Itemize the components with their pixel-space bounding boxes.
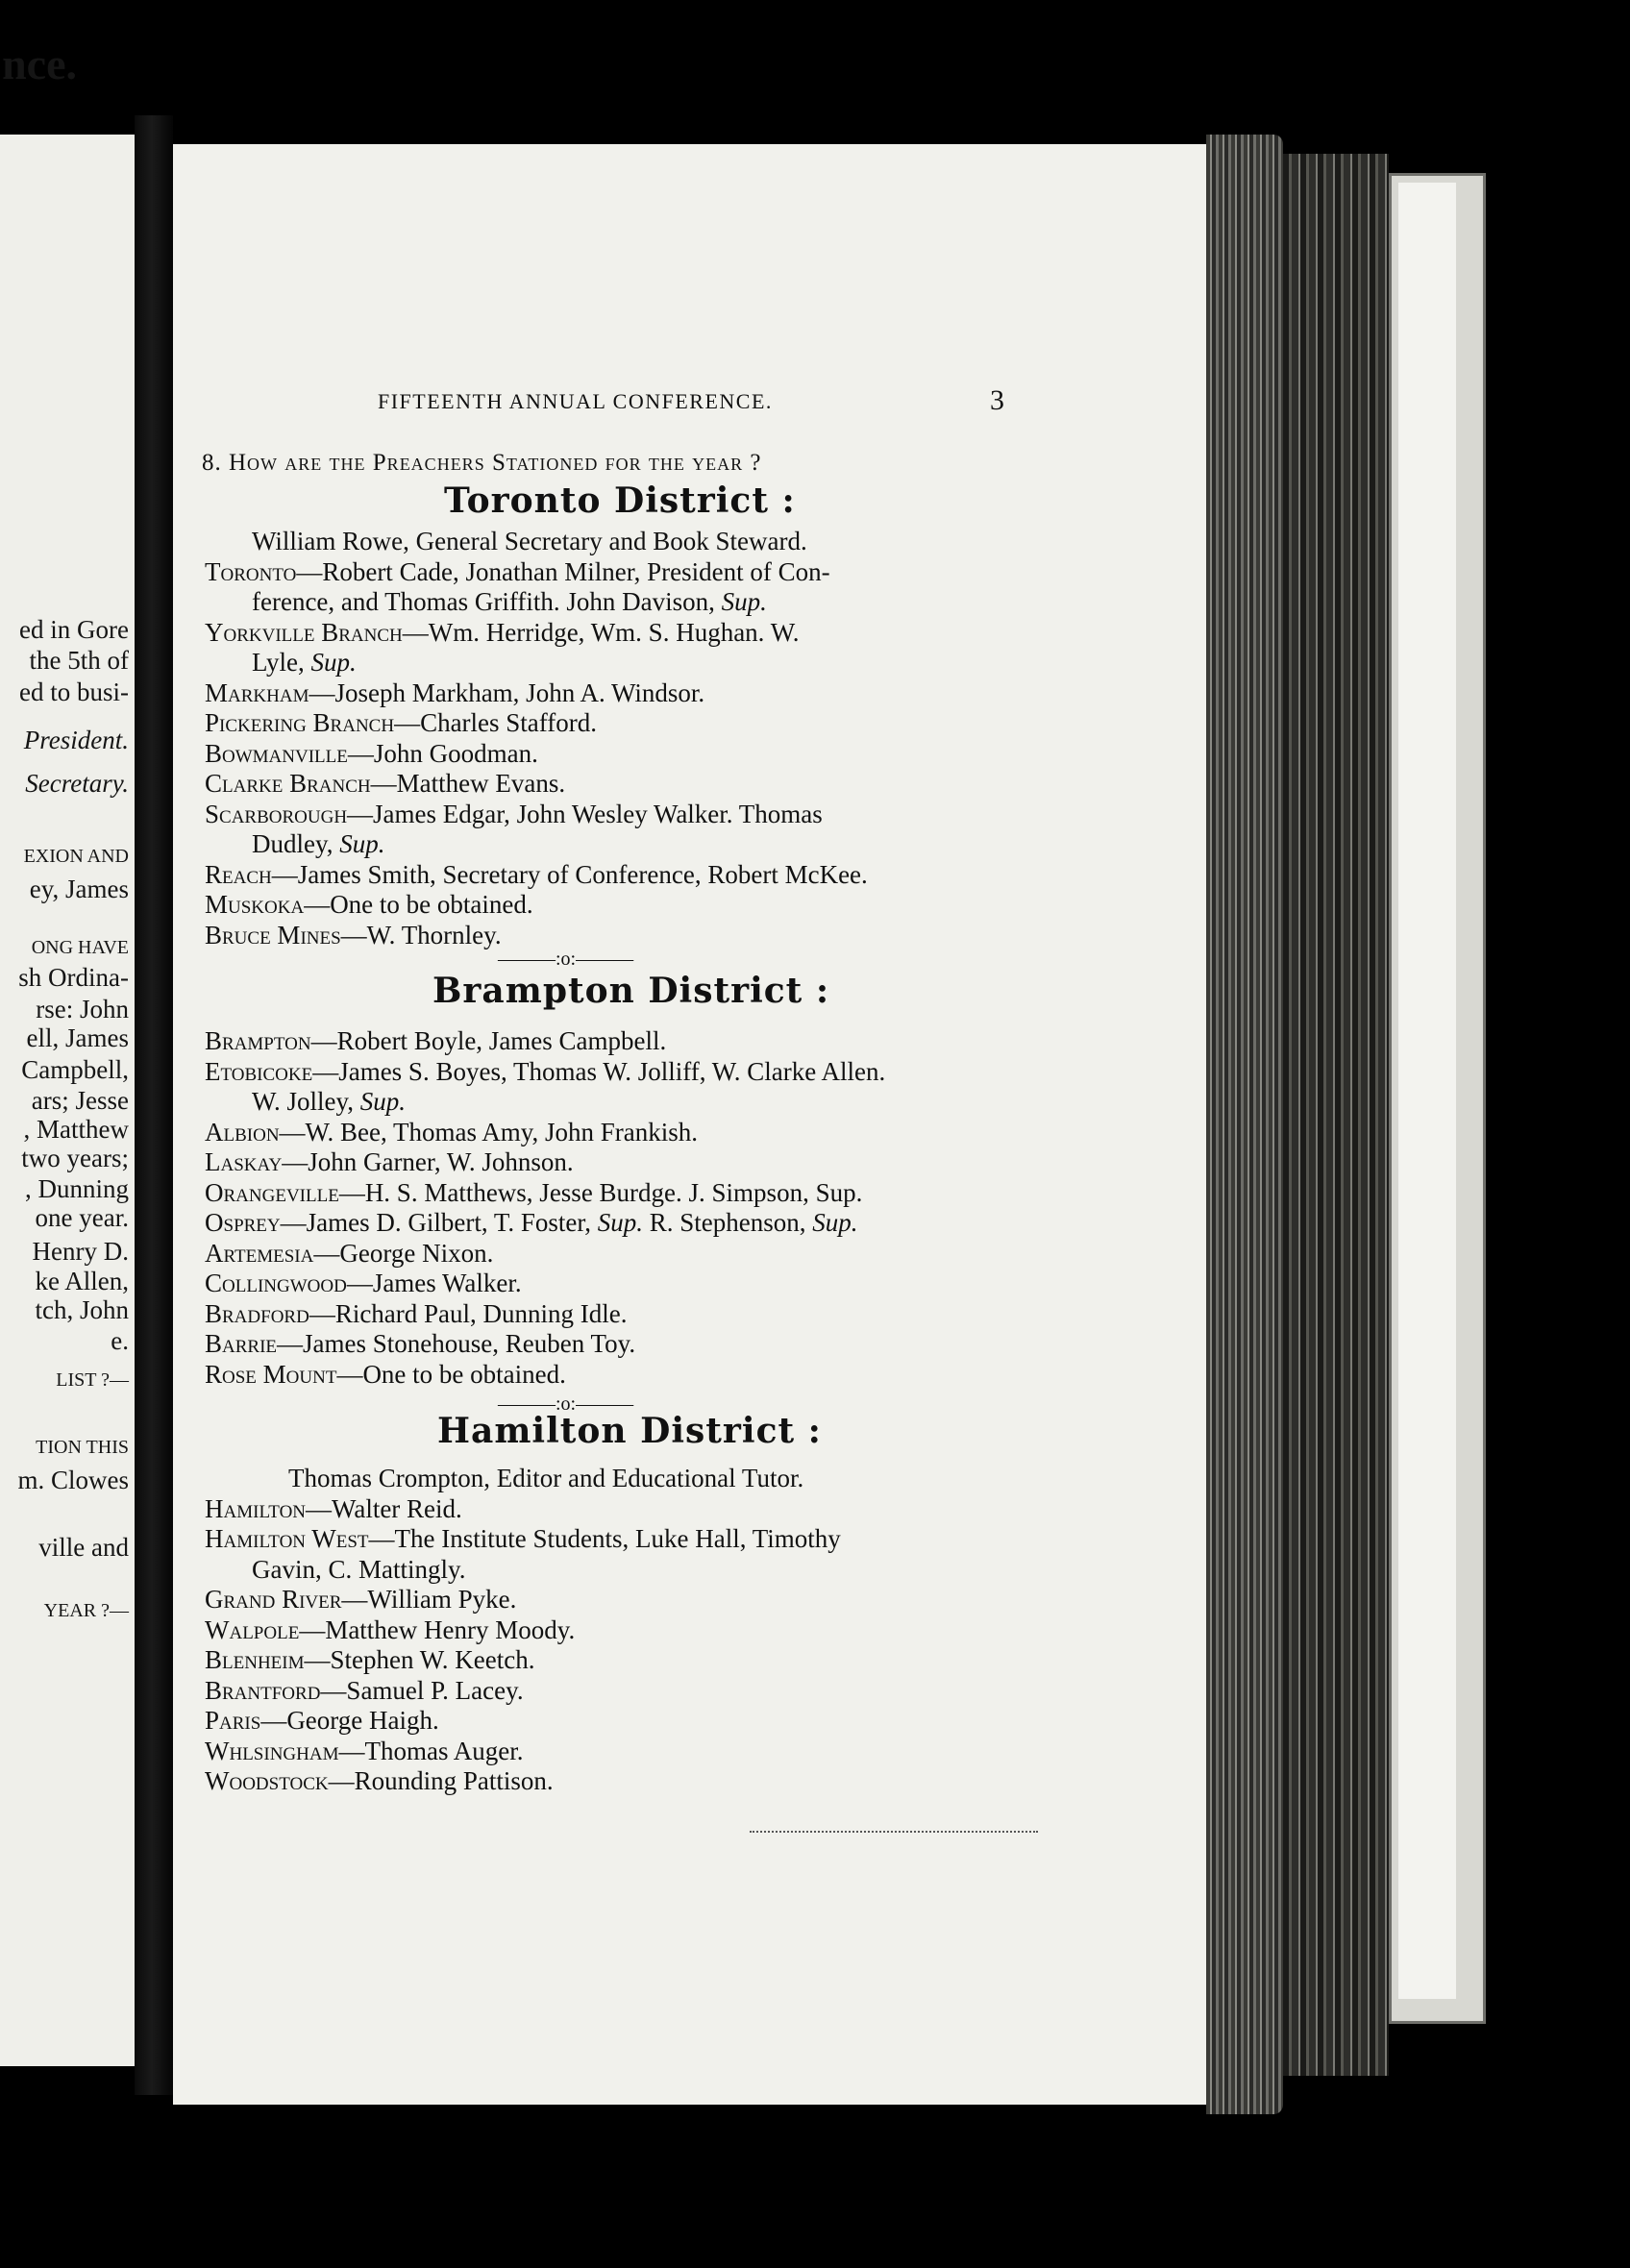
facing-page-text: ey, James bbox=[29, 875, 129, 903]
page-edges-outer bbox=[1283, 154, 1389, 2076]
station-name: Woodstock bbox=[205, 1766, 329, 1795]
station-name: Whlsingham bbox=[205, 1736, 339, 1765]
station-preachers: —Wm. Herridge, Wm. S. Hughan. W. bbox=[402, 617, 800, 647]
station-line bbox=[252, 650, 357, 676]
station-preachers: —John Garner, W. Johnson. bbox=[282, 1147, 574, 1176]
station-preachers: —One to be obtained. bbox=[336, 1359, 566, 1389]
station-preachers: Lyle, bbox=[252, 648, 311, 677]
superannuated-mark: Sup. bbox=[812, 1208, 858, 1237]
facing-page-text: EXION AND bbox=[23, 846, 129, 867]
station-line bbox=[205, 1331, 635, 1357]
station-line bbox=[205, 920, 502, 949]
station-name: Walpole bbox=[205, 1615, 300, 1644]
station-line bbox=[205, 1647, 534, 1673]
station-preachers: ference, and Thomas Griffith. John Davison, bbox=[252, 587, 722, 616]
station-name: Collingwood bbox=[205, 1269, 347, 1297]
station-name: Clarke Branch bbox=[205, 769, 371, 798]
facing-page-text: Campbell, bbox=[21, 1055, 129, 1084]
station-name: Hamilton bbox=[205, 1493, 307, 1523]
station-line bbox=[205, 771, 565, 797]
facing-page-text: ed in Gore bbox=[19, 615, 129, 644]
facing-page-text: TION THIS bbox=[36, 1437, 129, 1458]
station-name: Bowmanville bbox=[205, 738, 348, 768]
facing-page-text: one year. bbox=[35, 1203, 129, 1232]
station-line bbox=[252, 589, 767, 615]
station-preachers: —James Edgar, John Wesley Walker. Thomas bbox=[347, 799, 823, 828]
station-line bbox=[205, 801, 823, 827]
station-line bbox=[205, 1768, 554, 1794]
station-name: Hamilton West bbox=[205, 1524, 369, 1553]
facing-page bbox=[0, 39, 135, 2066]
station-preachers: —Richard Paul, Dunning Idle. bbox=[309, 1298, 628, 1328]
station-preachers: W. Jolley, bbox=[252, 1087, 360, 1116]
station-line bbox=[205, 1708, 439, 1734]
facing-page-text: m. Clowes bbox=[17, 1466, 129, 1494]
facing-page-text: Henry D. bbox=[32, 1237, 129, 1266]
station-name: Markham bbox=[205, 678, 309, 707]
station-name: Etobicoke bbox=[205, 1056, 313, 1086]
station-line bbox=[205, 1617, 575, 1643]
facing-page-text: nce. bbox=[2, 39, 77, 88]
station-preachers: —James Stonehouse, Reuben Toy. bbox=[277, 1329, 636, 1358]
facing-page-text: the 5th of bbox=[29, 646, 129, 675]
station-name: Bruce Mines bbox=[205, 920, 341, 949]
station-preachers: —Robert Cade, Jonathan Milner, President of Con- bbox=[296, 556, 830, 586]
station-preachers: —Matthew Evans. bbox=[370, 769, 566, 798]
station-name: Grand River bbox=[205, 1585, 342, 1614]
station-preachers: —One to be obtained. bbox=[304, 890, 533, 919]
station-preachers: —John Goodman. bbox=[347, 738, 538, 768]
section-divider: ———:o:——— bbox=[498, 1393, 634, 1415]
section-divider: ———:o:——— bbox=[498, 949, 634, 970]
station-preachers: —The Institute Students, Luke Hall, Timothy bbox=[368, 1524, 841, 1553]
station-line bbox=[205, 710, 597, 736]
station-preachers: —Walter Reid. bbox=[306, 1493, 462, 1523]
district-title: Toronto District : bbox=[444, 481, 796, 521]
station-preachers: —Samuel P. Lacey. bbox=[320, 1675, 524, 1705]
station-preachers: —James D. Gilbert, T. Foster, bbox=[280, 1208, 598, 1237]
station-line bbox=[205, 1298, 628, 1328]
station-preachers: —George Haigh. bbox=[260, 1706, 439, 1735]
superannuated-mark: Sup. bbox=[597, 1208, 644, 1237]
station-name: Reach bbox=[205, 859, 272, 889]
station-name: Osprey bbox=[205, 1208, 281, 1237]
station-line bbox=[205, 617, 800, 647]
station-line bbox=[205, 556, 830, 586]
station-line bbox=[205, 1177, 863, 1207]
station-name: Brantford bbox=[205, 1675, 321, 1705]
station-preachers: William Rowe, General Secretary and Book Steward. bbox=[252, 527, 807, 555]
facing-page-text: ars; Jesse bbox=[31, 1086, 129, 1115]
station-line bbox=[205, 1675, 524, 1705]
book-cover-inner bbox=[1398, 183, 1456, 1999]
station-line bbox=[252, 1089, 406, 1115]
superannuated-mark: Sup. bbox=[339, 829, 385, 858]
station-line bbox=[205, 1117, 699, 1146]
station-name: Laskay bbox=[205, 1147, 283, 1176]
station-name: Pickering Branch bbox=[205, 708, 395, 737]
station-name: Yorkville Branch bbox=[205, 617, 403, 647]
station-name: Paris bbox=[205, 1706, 261, 1735]
station-preachers: —Joseph Markham, John A. Windsor. bbox=[309, 678, 705, 707]
facing-page-text: tch, John bbox=[35, 1295, 129, 1324]
facing-page-text: ke Allen, bbox=[35, 1267, 129, 1295]
station-line bbox=[288, 1466, 803, 1491]
facing-page-text: President. bbox=[23, 726, 129, 754]
station-line bbox=[205, 859, 868, 889]
facing-page-text: ONG HAVE bbox=[31, 937, 129, 958]
station-name: Artemesia bbox=[205, 1238, 314, 1268]
station-preachers: Thomas Crompton, Editor and Educational Tutor. bbox=[288, 1464, 804, 1492]
station-name: Brampton bbox=[205, 1026, 311, 1055]
station-line bbox=[252, 831, 384, 857]
station-preachers: —James Smith, Secretary of Conference, Robert McKee. bbox=[271, 859, 868, 889]
facing-page-text: sh Ordina- bbox=[18, 963, 129, 992]
station-line bbox=[252, 1554, 466, 1584]
station-preachers: —Charles Stafford. bbox=[394, 708, 598, 737]
station-preachers: —W. Thornley. bbox=[340, 920, 502, 949]
district-title: Hamilton District : bbox=[437, 1411, 822, 1451]
station-name: Bradford bbox=[205, 1298, 309, 1328]
station-preachers: Dudley, bbox=[252, 829, 340, 858]
station-preachers: —James Walker. bbox=[346, 1269, 522, 1297]
station-preachers: —H. S. Matthews, Jesse Burdge. J. Simpson, Sup. bbox=[338, 1177, 863, 1207]
station-preachers: —Matthew Henry Moody. bbox=[299, 1615, 576, 1644]
station-name: Muskoka bbox=[205, 890, 305, 919]
facing-page-text: LIST ?— bbox=[56, 1369, 129, 1391]
page-edges bbox=[1206, 135, 1283, 2114]
superannuated-mark: Sup. bbox=[721, 587, 767, 616]
page-number: 3 bbox=[990, 384, 1004, 416]
station-preachers: —William Pyke. bbox=[341, 1585, 517, 1614]
station-line bbox=[205, 680, 704, 706]
station-line bbox=[205, 1056, 886, 1086]
station-line bbox=[205, 1493, 462, 1523]
superannuated-mark: Sup. bbox=[310, 648, 357, 677]
station-line bbox=[205, 892, 533, 918]
station-name: Orangeville bbox=[205, 1177, 339, 1207]
station-preachers: —Robert Boyle, James Campbell. bbox=[310, 1026, 667, 1055]
station-line bbox=[205, 1270, 522, 1296]
facing-page-text: ville and bbox=[38, 1533, 129, 1562]
book-gutter bbox=[135, 115, 173, 2095]
station-line bbox=[205, 1587, 516, 1613]
station-preachers: —W. Bee, Thomas Amy, John Frankish. bbox=[279, 1117, 699, 1146]
station-name: Blenheim bbox=[205, 1645, 305, 1674]
facing-page-text: e. bbox=[111, 1326, 129, 1355]
station-line bbox=[252, 529, 807, 555]
station-name: Barrie bbox=[205, 1329, 278, 1358]
station-line bbox=[205, 738, 538, 768]
station-preachers: Gavin, C. Mattingly. bbox=[252, 1554, 466, 1584]
station-preachers: R. Stephenson, bbox=[643, 1208, 813, 1237]
station-name: Rose Mount bbox=[205, 1359, 337, 1389]
running-head: FIFTEENTH ANNUAL CONFERENCE. bbox=[378, 389, 773, 413]
print-smudge bbox=[750, 1831, 1038, 1838]
facing-page-text: Secretary. bbox=[25, 769, 129, 798]
facing-page-text: rse: John bbox=[36, 995, 129, 1023]
question-heading: 8. How are the Preachers Stationed for the year ? bbox=[202, 450, 762, 476]
station-line bbox=[205, 1738, 523, 1764]
facing-page-text: ell, James bbox=[26, 1023, 129, 1052]
station-name: Scarborough bbox=[205, 799, 348, 828]
station-line bbox=[205, 1359, 566, 1389]
station-name: Albion bbox=[205, 1117, 280, 1146]
station-line bbox=[205, 1238, 494, 1268]
station-name: Toronto bbox=[205, 556, 297, 586]
station-line bbox=[205, 1028, 666, 1054]
station-line bbox=[205, 1149, 574, 1175]
facing-page-text: , Dunning bbox=[25, 1174, 129, 1203]
facing-page-text: , Matthew bbox=[23, 1115, 129, 1144]
station-preachers: —Rounding Pattison. bbox=[328, 1766, 554, 1795]
superannuated-mark: Sup. bbox=[359, 1087, 406, 1116]
station-line bbox=[205, 1526, 841, 1552]
station-preachers: —Thomas Auger. bbox=[338, 1736, 524, 1765]
station-preachers: —George Nixon. bbox=[313, 1238, 494, 1268]
facing-page-text: YEAR ?— bbox=[43, 1600, 129, 1621]
station-line bbox=[205, 1210, 858, 1236]
station-preachers: —James S. Boyes, Thomas W. Jolliff, W. Clarke Allen. bbox=[312, 1056, 886, 1086]
station-preachers: —Stephen W. Keetch. bbox=[304, 1645, 535, 1674]
facing-page-text: two years; bbox=[21, 1144, 129, 1172]
district-title: Brampton District : bbox=[432, 971, 830, 1011]
facing-page-text: ed to busi- bbox=[19, 678, 129, 706]
